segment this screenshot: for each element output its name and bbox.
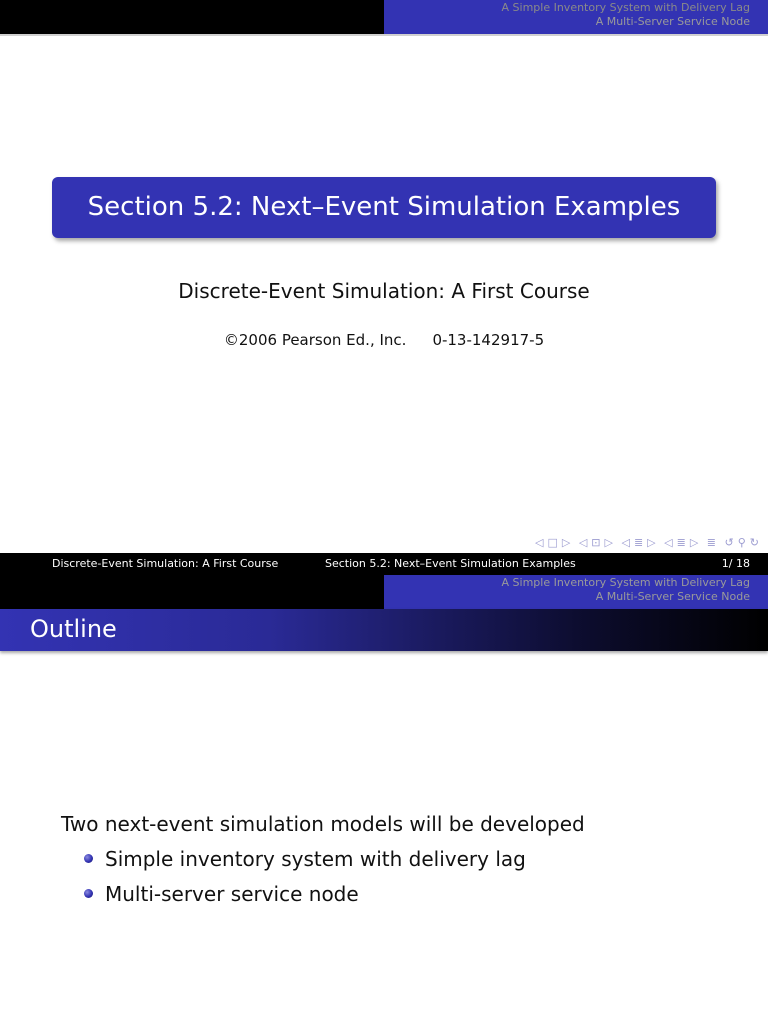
nav-next-icon[interactable]: ▷ bbox=[561, 536, 572, 549]
nav-prev-icon[interactable]: ◁ bbox=[578, 536, 589, 549]
bullet-ball-icon bbox=[84, 854, 93, 863]
isbn-text: 0-13-142917-5 bbox=[432, 331, 545, 349]
nav-section-icon[interactable]: ≣ bbox=[633, 536, 645, 549]
nav-prev-icon[interactable]: ◁ bbox=[534, 536, 545, 549]
slide-footer bbox=[0, 553, 768, 575]
header-section-link[interactable]: A Multi-Server Service Node bbox=[595, 15, 750, 28]
footer-page-number: 1/ 18 bbox=[721, 557, 750, 570]
nav-next-icon[interactable]: ▷ bbox=[604, 536, 614, 549]
list-item-text: Simple inventory system with delivery lag bbox=[105, 847, 526, 871]
slide-title: Section 5.2: Next–Event Simulation Examples bbox=[52, 177, 716, 238]
copyright-text: ©2006 Pearson Ed., Inc. bbox=[223, 331, 407, 349]
slide-header-top bbox=[0, 0, 768, 34]
nav-subsection-icon[interactable]: ⊡ bbox=[591, 536, 602, 549]
header-shadow bbox=[0, 34, 768, 36]
footer-section: Section 5.2: Next–Event Simulation Examples bbox=[325, 557, 576, 570]
header-left-panel bbox=[0, 0, 384, 34]
header-section-link[interactable]: A Multi-Server Service Node bbox=[595, 590, 750, 603]
header-left-panel bbox=[0, 575, 384, 609]
footer-course: Discrete-Event Simulation: A First Course bbox=[52, 557, 279, 570]
outline-intro: Two next-event simulation models will be developed bbox=[61, 812, 585, 836]
nav-document-icon[interactable]: ≣ bbox=[676, 536, 687, 549]
bullet-ball-icon bbox=[84, 889, 93, 898]
nav-prev-icon[interactable]: ◁ bbox=[621, 536, 631, 549]
list-item-text: Multi-server service node bbox=[105, 882, 359, 906]
nav-next-icon[interactable]: ▷ bbox=[647, 536, 657, 549]
frame-title: Outline bbox=[30, 615, 117, 643]
copyright-row bbox=[0, 331, 768, 349]
header-section-link[interactable]: A Simple Inventory System with Delivery Lag bbox=[501, 1, 750, 14]
nav-next-icon[interactable]: ▷ bbox=[689, 536, 700, 549]
navigation-symbols[interactable] bbox=[532, 536, 760, 549]
nav-frame-icon[interactable]: □ bbox=[547, 536, 559, 549]
nav-appendix-icon[interactable]: ≣ bbox=[706, 536, 717, 549]
nav-prev-icon[interactable]: ◁ bbox=[664, 536, 674, 549]
nav-forward-icon[interactable]: ↻ bbox=[749, 536, 760, 549]
list-item bbox=[84, 882, 359, 906]
frame-title-bar bbox=[0, 609, 768, 651]
course-name: Discrete-Event Simulation: A First Course bbox=[178, 279, 590, 303]
slide-header-outline bbox=[0, 575, 768, 609]
list-item bbox=[84, 847, 526, 871]
header-section-link[interactable]: A Simple Inventory System with Delivery Lag bbox=[501, 576, 750, 589]
nav-back-icon[interactable]: ↺ bbox=[724, 536, 735, 549]
nav-search-icon[interactable]: ⚲ bbox=[737, 536, 747, 549]
